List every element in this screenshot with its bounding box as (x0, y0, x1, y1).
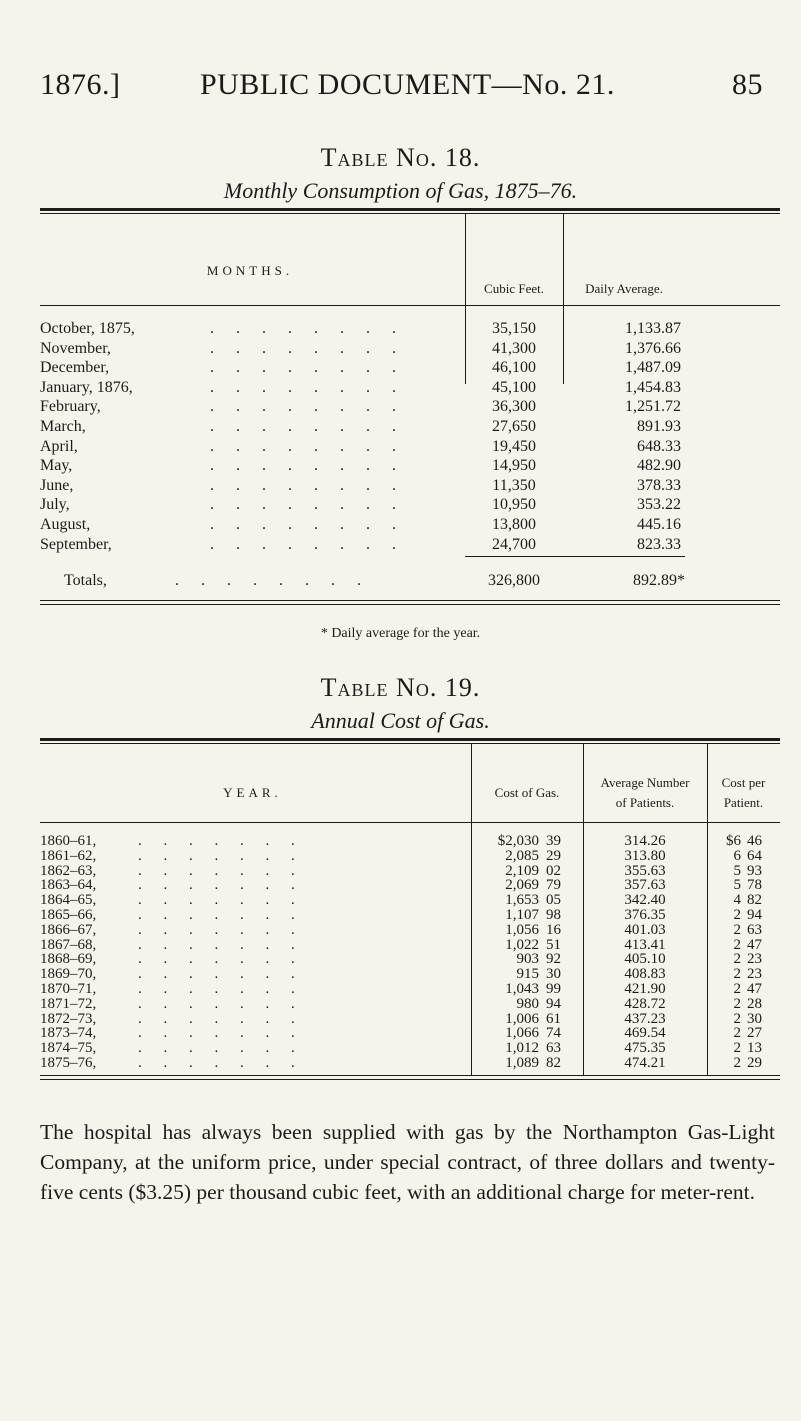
cost-cents-cell: 63 (546, 1040, 561, 1057)
table-19-header-patients-1: Average Number (600, 775, 690, 790)
cost-dollars-cell: 1,012 (505, 1040, 539, 1057)
leader-dots: . . . . . . . . (210, 516, 405, 533)
table-19-header-cost: Cost of Gas. (494, 785, 560, 800)
leader-dots: . . . . . . . . (210, 398, 405, 416)
cost-cents-cell: 99 (546, 981, 561, 997)
cost-dollars-cell: 1,022 (505, 936, 539, 953)
year-label: 1873–74, (40, 1025, 97, 1042)
cost-cents-cell: 82 (546, 1055, 561, 1071)
cubic-feet-cell: 35,150 (492, 320, 536, 337)
table-18-bottom-rule-2 (40, 604, 780, 605)
table-18-total-rule-1 (465, 556, 563, 557)
patients-cell: 408.83 (624, 966, 666, 983)
year-label: 1872–73, (40, 1010, 97, 1027)
table-row (0, 318, 801, 339)
patients-cell: 401.03 (624, 921, 666, 938)
table-row (0, 455, 801, 476)
daily-average-cell: 445.16 (637, 516, 681, 533)
month-label: December, (40, 359, 110, 377)
patients-cell: 376.35 (624, 907, 666, 923)
leader-dots: . . . . . . . (138, 981, 304, 997)
per-dollars-cell: 2 (733, 1055, 741, 1071)
table-18-top-rule (40, 208, 780, 211)
patients-cell: 428.72 (624, 995, 666, 1012)
per-dollars-cell: 2 (733, 995, 741, 1012)
year-label: 1867–68, (40, 936, 97, 953)
cost-dollars-cell: 1,653 (505, 892, 539, 909)
leader-dots: . . . . . . . (138, 1040, 304, 1057)
cost-dollars-cell: 1,006 (505, 1010, 539, 1027)
per-dollars-cell: 2 (733, 966, 741, 983)
cost-dollars-cell: 1,056 (505, 921, 539, 938)
per-dollars-cell: 2 (733, 921, 741, 938)
table-18-top-rule-2 (40, 213, 780, 214)
per-cents-cell: 47 (747, 936, 762, 953)
leader-dots: . . . . . . . . (210, 378, 405, 396)
per-dollars-cell: 2 (733, 1025, 741, 1042)
table-19-bottom-rule (40, 1075, 780, 1076)
per-dollars-cell: 2 (733, 907, 741, 923)
cost-dollars-cell: 2,109 (505, 862, 539, 879)
cost-dollars-cell: 980 (516, 995, 539, 1012)
cubic-feet-cell: 24,700 (492, 535, 536, 553)
leader-dots: . . . . . . . . (175, 572, 370, 589)
leader-dots: . . . . . . . (138, 1010, 304, 1027)
leader-dots: . . . . . . . . (210, 437, 405, 455)
page-number: 85 (732, 68, 763, 101)
cost-dollars-cell: 2,085 (505, 847, 539, 864)
cubic-feet-cell: 36,300 (492, 398, 536, 416)
cost-dollars-cell: 903 (516, 951, 539, 968)
table-row (0, 338, 801, 359)
cost-cents-cell: 98 (546, 907, 561, 923)
table-18-total-row (0, 570, 801, 591)
cubic-feet-cell: 41,300 (492, 339, 536, 357)
table-18-total-label: Totals, (64, 572, 107, 589)
patients-cell: 469.54 (624, 1025, 666, 1042)
leader-dots: . . . . . . . (138, 907, 304, 923)
per-cents-cell: 78 (747, 877, 762, 894)
per-dollars-cell: 2 (733, 1010, 741, 1027)
leader-dots: . . . . . . . . (210, 359, 405, 377)
table-row (0, 908, 801, 923)
year-label: 1862–63, (40, 862, 97, 879)
leader-dots: . . . . . . . . (210, 418, 405, 435)
year-label: 1868–69, (40, 951, 97, 968)
leader-dots: . . . . . . . . (210, 339, 405, 357)
patients-cell: 437.23 (624, 1010, 666, 1027)
table-19-header-patients-2: of Patients. (615, 795, 675, 810)
table-row (0, 938, 801, 953)
table-18-title: Table No. 18. (320, 143, 481, 172)
table-row (0, 893, 801, 908)
table-row (0, 514, 801, 535)
patients-cell: 342.40 (624, 892, 666, 909)
table-19-header-per-2: Patient. (723, 795, 764, 810)
table-18-subtitle: Monthly Consumption of Gas, 1875–76. (223, 178, 578, 203)
cubic-feet-cell: 45,100 (492, 378, 536, 396)
year-label: 1864–65, (40, 892, 97, 909)
month-label: November, (40, 339, 111, 357)
per-dollars-cell: 2 (733, 936, 741, 953)
running-header-title: PUBLIC DOCUMENT—No. 21. (200, 68, 615, 101)
daily-average-cell: 1,133.87 (625, 320, 681, 337)
patients-cell: 474.21 (624, 1055, 666, 1071)
daily-average-cell: 1,376.66 (625, 339, 681, 357)
table-19-header-year: YEAR. (223, 785, 282, 800)
table-19-header-per-1: Cost per (721, 775, 766, 790)
table-row (0, 1012, 801, 1027)
leader-dots: . . . . . . . (138, 1055, 304, 1071)
daily-average-cell: 1,251.72 (625, 398, 681, 416)
per-cents-cell: 23 (747, 951, 762, 968)
leader-dots: . . . . . . . (138, 966, 304, 983)
cubic-feet-cell: 19,450 (492, 437, 536, 455)
table-row (0, 1041, 801, 1056)
daily-average-cell: 891.93 (637, 418, 681, 435)
table-row (0, 864, 801, 879)
table-19-bottom-rule-2 (40, 1079, 780, 1080)
patients-cell: 357.63 (624, 877, 666, 894)
year-label: 1871–72, (40, 995, 97, 1012)
cost-cents-cell: 05 (546, 892, 561, 909)
per-cents-cell: 30 (747, 1010, 762, 1027)
year-label: 1874–75, (40, 1040, 97, 1057)
cost-dollars-cell: $2,030 (497, 833, 539, 849)
patients-cell: 405.10 (624, 951, 666, 968)
month-label: June, (40, 476, 74, 494)
cost-cents-cell: 51 (546, 936, 561, 953)
month-label: January, 1876, (40, 378, 133, 396)
per-dollars-cell: $6 (726, 833, 741, 849)
leader-dots: . . . . . . . (138, 936, 304, 953)
per-cents-cell: 27 (747, 1025, 762, 1042)
month-label: March, (40, 418, 86, 435)
per-cents-cell: 64 (747, 847, 762, 864)
daily-average-cell: 1,454.83 (625, 378, 681, 396)
table-row (0, 849, 801, 864)
year-label: 1866–67, (40, 921, 97, 938)
year-label: 1865–66, (40, 907, 97, 923)
table-row (0, 878, 801, 893)
table-19-title: Table No. 19. (320, 673, 481, 702)
per-dollars-cell: 2 (733, 951, 741, 968)
per-cents-cell: 47 (747, 981, 762, 997)
leader-dots: . . . . . . . (138, 995, 304, 1012)
table-18-header-daily: Daily Average. (585, 281, 663, 296)
leader-dots: . . . . . . . . (210, 320, 405, 337)
leader-dots: . . . . . . . (138, 833, 304, 849)
leader-dots: . . . . . . . (138, 951, 304, 968)
per-dollars-cell: 6 (733, 847, 741, 864)
per-dollars-cell: 2 (733, 1040, 741, 1057)
cost-dollars-cell: 2,069 (505, 877, 539, 894)
leader-dots: . . . . . . . . (210, 457, 405, 475)
year-label: 1870–71, (40, 981, 97, 997)
table-18-total-cubic: 326,800 (488, 572, 540, 589)
patients-cell: 313.80 (624, 847, 666, 864)
per-dollars-cell: 5 (733, 877, 741, 894)
year-label: 1869–70, (40, 966, 97, 983)
table-row (0, 967, 801, 982)
daily-average-cell: 482.90 (637, 457, 681, 475)
table-18-header-rule (40, 305, 780, 306)
table-19-subtitle: Annual Cost of Gas. (311, 708, 490, 733)
cost-cents-cell: 92 (546, 951, 561, 968)
table-row (0, 416, 801, 437)
table-row (0, 436, 801, 457)
per-cents-cell: 13 (747, 1040, 762, 1057)
table-19-top-rule (40, 738, 780, 741)
cubic-feet-cell: 27,650 (492, 418, 536, 435)
month-label: July, (40, 496, 70, 514)
running-header-year: 1876.] (40, 68, 121, 101)
per-cents-cell: 93 (747, 862, 762, 879)
body-paragraph: The hospital has always been supplied with gas by the Northampton Gas-Light Company, at the uniform price, under special contract, of three dollars and twenty-five cents ($3.25) per thousand cubic feet, with an additional charge for meter-rent. (40, 1120, 775, 1204)
table-row (0, 475, 801, 496)
month-label: February, (40, 398, 101, 416)
patients-cell: 355.63 (624, 862, 666, 879)
year-label: 1861–62, (40, 847, 97, 864)
cost-dollars-cell: 1,107 (505, 907, 539, 923)
table-row (0, 952, 801, 967)
leader-dots: . . . . . . . . (210, 496, 405, 514)
table-row (0, 834, 801, 849)
leader-dots: . . . . . . . (138, 877, 304, 894)
leader-dots: . . . . . . . (138, 862, 304, 879)
cubic-feet-cell: 13,800 (492, 516, 536, 533)
cost-cents-cell: 39 (546, 833, 561, 849)
year-label: 1860–61, (40, 833, 97, 849)
table-19-top-rule-2 (40, 743, 780, 744)
table-18-header-cubic: Cubic Feet. (484, 281, 544, 296)
year-label: 1863–64, (40, 877, 97, 894)
month-label: August, (40, 516, 91, 533)
leader-dots: . . . . . . . (138, 847, 304, 864)
cost-dollars-cell: 915 (516, 966, 539, 983)
leader-dots: . . . . . . . (138, 921, 304, 938)
cost-cents-cell: 30 (546, 966, 561, 983)
year-label: 1875–76, (40, 1055, 97, 1071)
patients-cell: 413.41 (624, 936, 666, 953)
table-18-total-avg: 892.89* (633, 572, 685, 589)
leader-dots: . . . . . . . (138, 1025, 304, 1042)
daily-average-cell: 353.22 (637, 496, 681, 514)
per-dollars-cell: 4 (733, 892, 741, 909)
cost-cents-cell: 29 (546, 847, 561, 864)
table-18-total-rule-2 (563, 556, 685, 557)
cost-cents-cell: 02 (546, 862, 561, 879)
leader-dots: . . . . . . . (138, 892, 304, 909)
per-dollars-cell: 5 (733, 862, 741, 879)
table-row (0, 494, 801, 515)
daily-average-cell: 378.33 (637, 476, 681, 494)
per-cents-cell: 28 (747, 995, 762, 1012)
cubic-feet-cell: 11,350 (492, 476, 536, 494)
cost-cents-cell: 61 (546, 1010, 561, 1027)
cost-dollars-cell: 1,066 (505, 1025, 539, 1042)
table-row (0, 396, 801, 417)
cubic-feet-cell: 10,950 (492, 496, 536, 514)
table-row (0, 377, 801, 398)
month-label: September, (40, 535, 112, 553)
cost-cents-cell: 94 (546, 995, 561, 1012)
table-18-header-months: MONTHS. (206, 263, 294, 278)
patients-cell: 421.90 (624, 981, 666, 997)
per-cents-cell: 63 (747, 921, 762, 938)
month-label: April, (40, 437, 78, 455)
cost-dollars-cell: 1,089 (505, 1055, 539, 1071)
table-18-bottom-rule (40, 600, 780, 601)
leader-dots: . . . . . . . . (210, 476, 405, 494)
per-cents-cell: 82 (747, 892, 762, 909)
cost-cents-cell: 16 (546, 921, 561, 938)
per-cents-cell: 29 (747, 1055, 762, 1071)
table-row (0, 982, 801, 997)
per-cents-cell: 94 (747, 907, 762, 923)
cost-dollars-cell: 1,043 (505, 981, 539, 997)
patients-cell: 475.35 (624, 1040, 666, 1057)
month-label: October, 1875, (40, 320, 135, 337)
daily-average-cell: 648.33 (637, 437, 681, 455)
patients-cell: 314.26 (624, 833, 666, 849)
per-cents-cell: 46 (747, 833, 762, 849)
table-row (0, 1026, 801, 1041)
table-row (0, 357, 801, 378)
cubic-feet-cell: 46,100 (492, 359, 536, 377)
daily-average-cell: 823.33 (637, 535, 681, 553)
table-18-footnote: * Daily average for the year. (320, 626, 481, 641)
month-label: May, (40, 457, 73, 475)
cost-cents-cell: 74 (546, 1025, 561, 1042)
cubic-feet-cell: 14,950 (492, 457, 536, 475)
table-row (0, 1056, 801, 1071)
cost-cents-cell: 79 (546, 877, 561, 894)
table-row (0, 997, 801, 1012)
per-dollars-cell: 2 (733, 981, 741, 997)
table-row (0, 534, 801, 555)
per-cents-cell: 23 (747, 966, 762, 983)
table-19-header-rule (40, 822, 780, 823)
leader-dots: . . . . . . . . (210, 535, 405, 553)
daily-average-cell: 1,487.09 (625, 359, 681, 377)
table-row (0, 923, 801, 938)
